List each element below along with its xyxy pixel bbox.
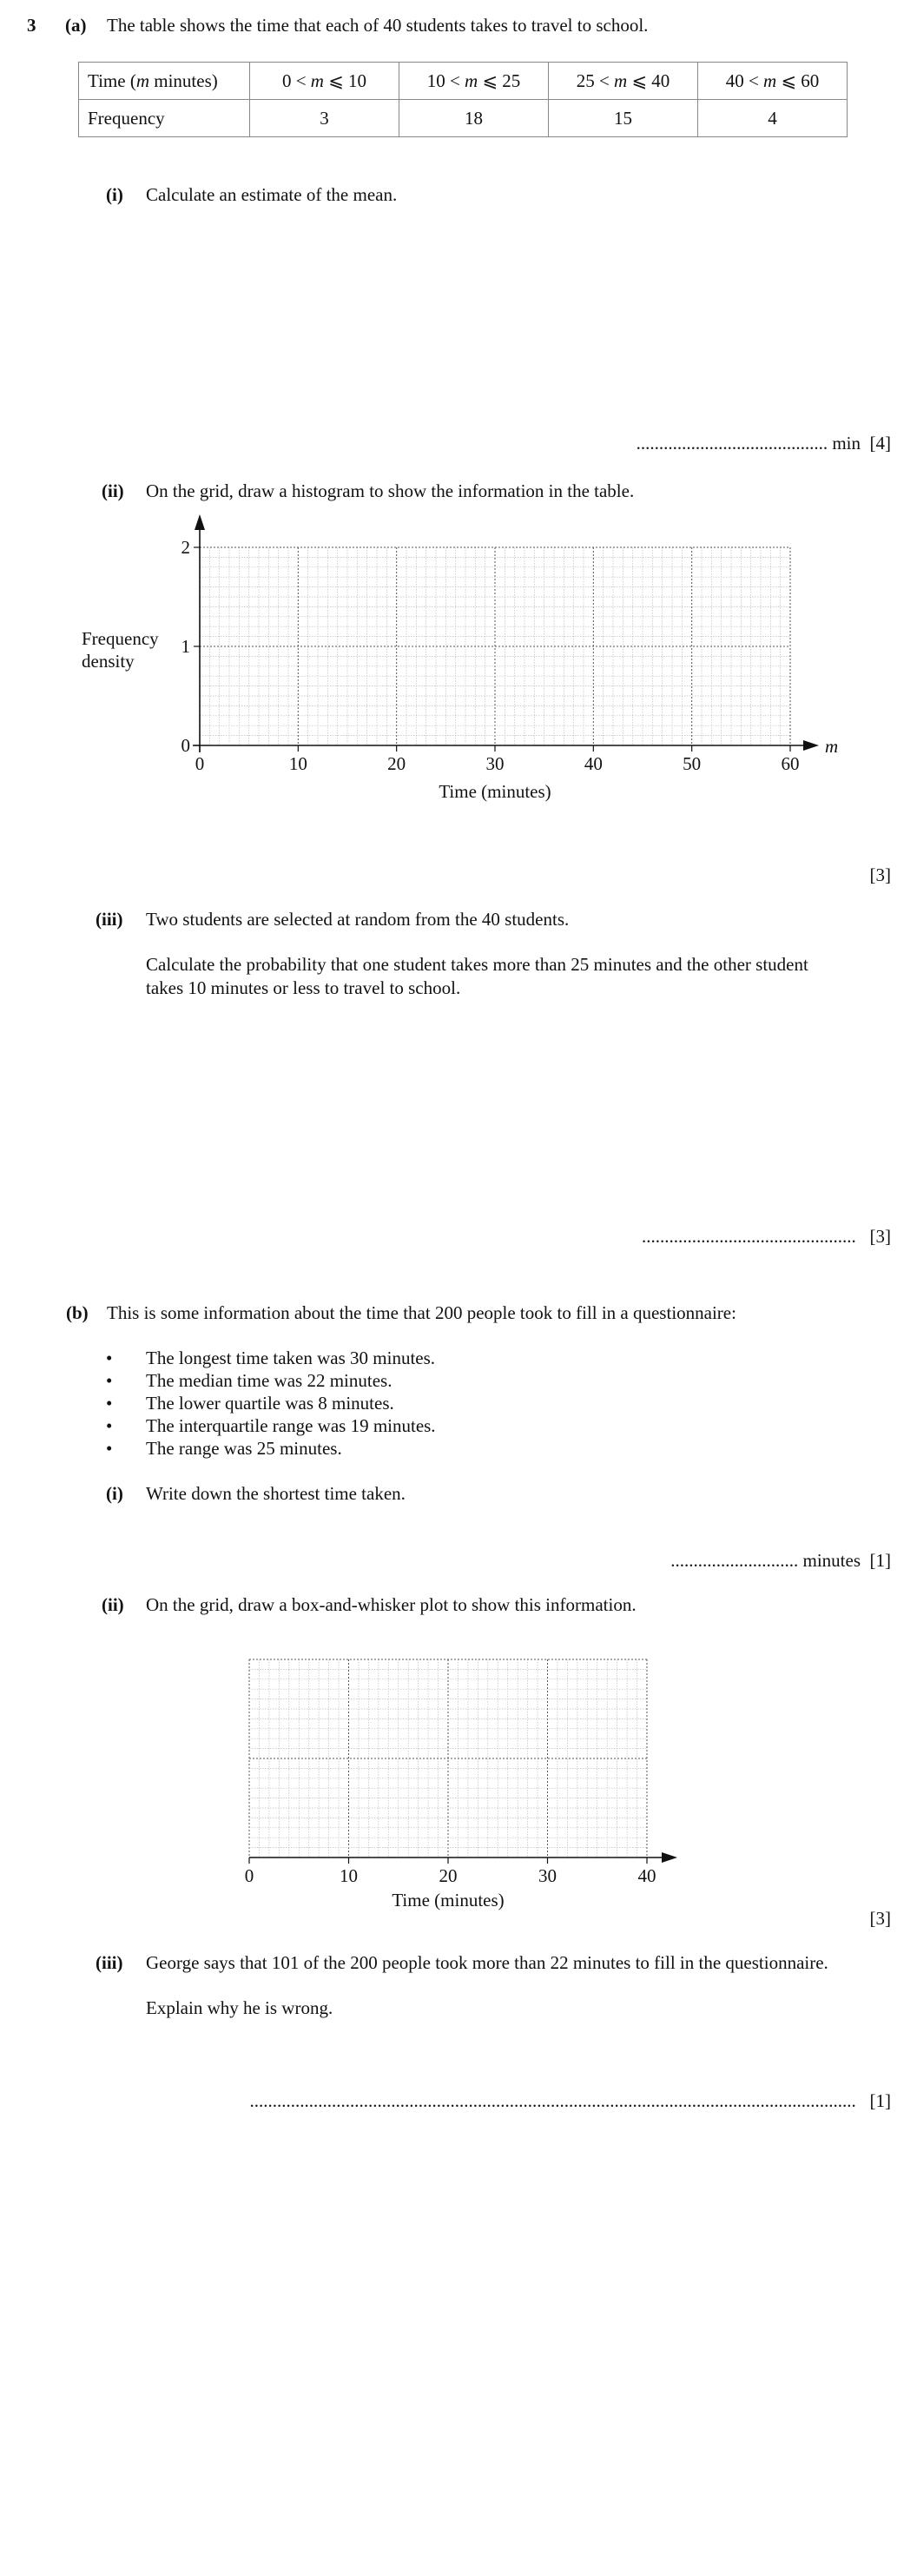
unit-label: minutes (802, 1550, 861, 1571)
part-b-label: (b) (66, 1302, 89, 1323)
interval-upper: ⩽ 40 (627, 70, 670, 91)
marks-label: [4] (869, 433, 891, 454)
part-a-i-label: (i) (106, 184, 123, 205)
row-label-frequency: Frequency (79, 100, 250, 137)
x-tick-label: 30 (538, 1865, 557, 1886)
list-item: • The longest time taken was 30 minutes. (106, 1347, 436, 1369)
interval-var: m (614, 70, 628, 91)
frequency-cell: 4 (698, 100, 848, 137)
marks-label: [1] (869, 1550, 891, 1571)
answer-dots: ............................ (670, 1550, 799, 1571)
unit-label: min (832, 433, 861, 454)
interval-var: m (763, 70, 777, 91)
part-a-intro: The table shows the time that each of 40 students takes to travel to school. (107, 15, 649, 36)
list-item: • The range was 25 minutes. (106, 1437, 436, 1460)
marks-label: [1] (869, 2090, 891, 2111)
interval-var: m (310, 70, 324, 91)
answer-dots: .......................................... (636, 433, 828, 454)
part-b-ii-text: On the grid, draw a box-and-whisker plot to show this information. (146, 1594, 637, 1615)
part-b-i-label: (i) (106, 1483, 123, 1504)
header-text-end: minutes) (149, 70, 218, 91)
part-a-iii-label: (iii) (96, 909, 123, 930)
x-tick-label: 20 (439, 1865, 458, 1886)
x-axis-label: Time (minutes) (392, 1890, 505, 1910)
table-row-time (79, 63, 848, 100)
y-axis-label-line1: Frequency (82, 628, 159, 649)
marks-b-ii: [3] (869, 1908, 891, 1929)
part-a-iii-text2-line1: Calculate the probability that one student takes more than 25 minutes and the other student (146, 954, 808, 975)
interval-upper: ⩽ 10 (323, 70, 367, 91)
x-tick-label: 10 (288, 753, 307, 774)
answer-line-probability[interactable] (642, 1225, 891, 1248)
answer-line-shortest[interactable] (670, 1549, 891, 1572)
part-b-iii-text1: George says that 101 of the 200 people took more than 22 minutes to fill in the questionnaire. (146, 1952, 828, 1973)
table-row-frequency (79, 100, 848, 137)
x-tick-label: 30 (485, 753, 505, 774)
interval-upper: ⩽ 60 (776, 70, 820, 91)
y-tick-label: 0 (181, 735, 190, 756)
interval-cell (250, 63, 399, 100)
x-axis-arrow-icon (662, 1852, 677, 1863)
frequency-cell: 3 (250, 100, 399, 137)
part-a-ii-text: On the grid, draw a histogram to show the information in the table. (146, 480, 635, 501)
interval-lower: 25 < (576, 70, 615, 91)
answer-line-explain[interactable] (250, 2089, 892, 2112)
x-axis-letter: m (825, 736, 839, 757)
x-tick-label: 0 (244, 1865, 254, 1886)
frequency-cell: 15 (549, 100, 698, 137)
frequency-table (78, 62, 848, 137)
part-b-i-text: Write down the shortest time taken. (146, 1483, 406, 1504)
part-a-i-text: Calculate an estimate of the mean. (146, 184, 398, 205)
interval-cell (698, 63, 848, 100)
part-b-ii-label: (ii) (102, 1594, 124, 1615)
header-text: Time ( (88, 70, 136, 91)
interval-cell (399, 63, 549, 100)
histogram-grid[interactable] (0, 513, 917, 808)
part-b-iii-text2: Explain why he is wrong. (146, 1997, 333, 2018)
interval-upper: ⩽ 25 (478, 70, 521, 91)
part-a-iii-text1: Two students are selected at random from the 40 students. (146, 909, 570, 930)
answer-line-mean[interactable] (637, 432, 891, 454)
x-axis-arrow-icon (803, 740, 819, 751)
y-tick-label: 1 (181, 636, 190, 657)
part-a-iii-text2-line2: takes 10 minutes or less to travel to school. (146, 977, 461, 998)
part-b-intro: This is some information about the time that 200 people took to fill in a questionnaire: (107, 1302, 736, 1323)
interval-lower: 40 < (725, 70, 764, 91)
list-item: • The lower quartile was 8 minutes. (106, 1392, 436, 1414)
marks-a-ii: [3] (869, 864, 891, 885)
interval-lower: 10 < (426, 70, 465, 91)
part-a-ii-label: (ii) (102, 480, 124, 501)
interval-var: m (465, 70, 478, 91)
interval-cell (549, 63, 698, 100)
answer-dots: ..................................................................................................................................... (249, 2090, 856, 2111)
header-var: m (135, 70, 149, 91)
question-number: 3 (27, 15, 36, 36)
table-header-time (79, 63, 250, 100)
y-tick-label: 2 (181, 537, 190, 558)
x-axis-label: Time (minutes) (439, 781, 551, 802)
x-tick-label: 50 (683, 753, 702, 774)
x-tick-label: 40 (637, 1865, 656, 1886)
x-tick-label: 0 (195, 753, 205, 774)
frequency-cell: 18 (399, 100, 549, 137)
interval-lower: 0 < (281, 70, 311, 91)
box-plot-grid[interactable] (0, 1625, 917, 1911)
answer-dots: ............................................... (642, 1226, 856, 1247)
x-tick-label: 40 (584, 753, 603, 774)
marks-label: [3] (869, 1226, 891, 1247)
list-item: • The median time was 22 minutes. (106, 1369, 436, 1392)
x-tick-label: 60 (781, 753, 800, 774)
info-list (106, 1347, 436, 1460)
list-item: • The interquartile range was 19 minutes. (106, 1414, 436, 1437)
x-tick-label: 10 (340, 1865, 358, 1886)
y-axis-label-line2: density (82, 651, 135, 672)
y-axis-arrow-icon (195, 514, 205, 530)
part-b-iii-label: (iii) (96, 1952, 123, 1973)
part-a-label: (a) (65, 15, 87, 36)
x-tick-label: 20 (387, 753, 406, 774)
